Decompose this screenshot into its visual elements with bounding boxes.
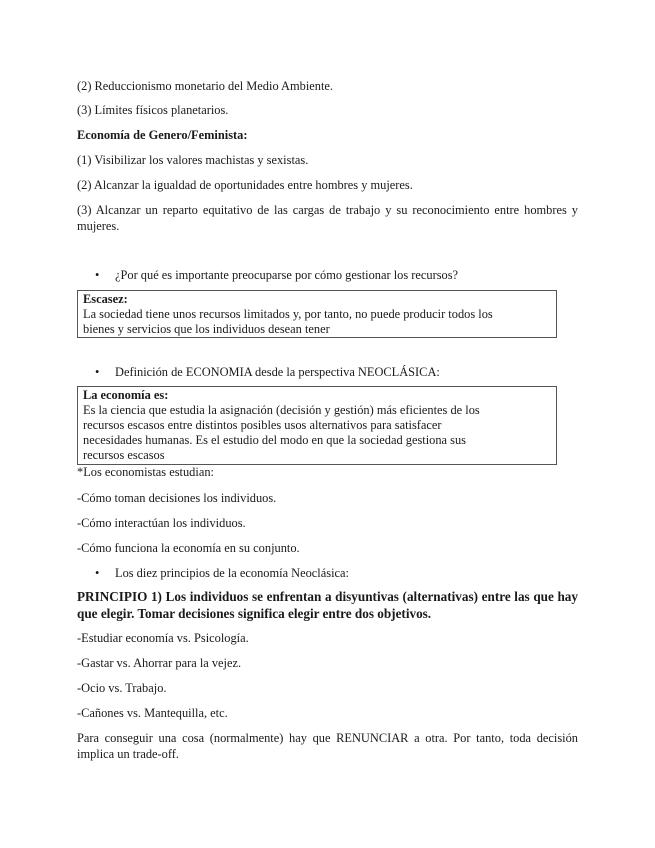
box-title: La economía es:	[83, 388, 169, 402]
list-item-decisiones: -Cómo toman decisiones los individuos.	[77, 491, 277, 505]
box-line: La sociedad tiene unos recursos limitados y, por tanto, no puede producir todos los	[83, 307, 493, 321]
section-heading-feminist: Economía de Genero/Feminista:	[77, 128, 248, 142]
bullet-icon: •	[95, 268, 100, 282]
box-line: recursos escasos entre distintos posibles usos alternativos para satisfacer	[83, 418, 442, 432]
box-line: Es la ciencia que estudia la asignación (decisión y gestión) más eficientes de los	[83, 403, 480, 417]
bullet-icon: •	[95, 566, 100, 580]
list-item-igualdad: (2) Alcanzar la igualdad de oportunidades entre hombres y mujeres.	[77, 178, 413, 192]
bullet-item-principios	[95, 565, 349, 581]
box-line: recursos escasos	[83, 448, 165, 462]
example-item: -Gastar vs. Ahorrar para la vejez.	[77, 656, 242, 670]
example-item: -Ocio vs. Trabajo.	[77, 681, 167, 695]
list-item-interactuan: -Cómo interactúan los individuos.	[77, 516, 246, 530]
list-item-limites: (3) Límites físicos planetarios.	[77, 103, 229, 117]
economists-intro: *Los economistas estudian:	[77, 465, 214, 479]
list-item-reduccionismo: (2) Reduccionismo monetario del Medio Ambiente.	[77, 79, 334, 93]
list-item-funciona: -Cómo funciona la economía en su conjunto.	[77, 541, 300, 555]
bullet-icon: •	[95, 365, 100, 379]
bullet-item-recursos	[95, 267, 459, 283]
example-item: -Cañones vs. Mantequilla, etc.	[77, 706, 228, 720]
box-line: bienes y servicios que los individuos desean tener	[83, 322, 330, 336]
list-item-visibilizar: (1) Visibilizar los valores machistas y sexistas.	[77, 153, 309, 167]
definition-box-escasez	[77, 290, 557, 338]
bullet-text: Definición de ECONOMIA desde la perspectiva NEOCLÁSICA:	[115, 365, 440, 379]
list-item-reparto: (3) Alcanzar un reparto equitativo de las cargas de trabajo y su reconocimiento entre hombres y mujeres.	[77, 203, 578, 233]
example-item: -Estudiar economía vs. Psicología.	[77, 631, 249, 645]
bullet-text: ¿Por qué es importante preocuparse por cómo gestionar los recursos?	[115, 268, 459, 282]
principle-1: PRINCIPIO 1) Los individuos se enfrentan a disyuntivas (alternativas) entre las que hay que elegir. Tomar decisiones significa elegir entre dos objetivos.	[77, 589, 578, 621]
conclusion-paragraph: Para conseguir una cosa (normalmente) hay que RENUNCIAR a otra. Por tanto, toda decisión implica un trade-off.	[77, 731, 578, 761]
bullet-item-definicion	[95, 364, 440, 380]
box-line: necesidades humanas. Es el estudio del modo en que la sociedad gestiona sus	[83, 433, 466, 447]
definition-box-economia	[77, 386, 557, 465]
box-title: Escasez:	[83, 292, 128, 306]
bullet-text: Los diez principios de la economía Neoclásica:	[115, 566, 349, 580]
